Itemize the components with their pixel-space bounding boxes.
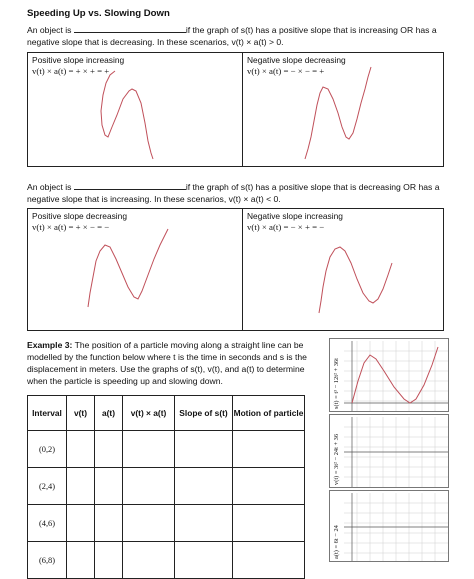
section2-line1 bbox=[27, 181, 439, 193]
header-motion: Motion of particle bbox=[233, 396, 305, 431]
header-acceleration: a(t) bbox=[95, 396, 123, 431]
s-curve bbox=[101, 71, 153, 159]
answer-cell[interactable] bbox=[175, 431, 233, 468]
page-title: Speeding Up vs. Slowing Down bbox=[27, 8, 170, 19]
answer-blank-1[interactable] bbox=[74, 24, 186, 33]
header-slope: Slope of s(t) bbox=[175, 396, 233, 431]
answer-cell[interactable] bbox=[95, 505, 123, 542]
s-curve bbox=[319, 247, 392, 313]
answer-blank-2[interactable] bbox=[74, 181, 186, 190]
answer-cell[interactable] bbox=[233, 542, 305, 579]
box-equation: v(t) × a(t) = − × + = − bbox=[247, 222, 325, 232]
box-title: Negative slope increasing bbox=[247, 211, 343, 221]
answer-cell[interactable] bbox=[123, 505, 175, 542]
answer-cell[interactable] bbox=[233, 468, 305, 505]
section2-line2: negative slope that is increasing. In these scenarios, v(t) × a(t) < 0. bbox=[27, 194, 281, 204]
box-equation: v(t) × a(t) = + × + = + bbox=[32, 66, 110, 76]
box-negative-slope-increasing bbox=[242, 208, 444, 331]
box-title: Positive slope increasing bbox=[32, 55, 125, 65]
example-line4: when the particle is speeding up and slowing down. bbox=[27, 376, 223, 386]
s-curve bbox=[88, 229, 168, 307]
section1-line1-post: if the graph of s(t) has a positive slope that is increasing OR has a bbox=[185, 25, 437, 35]
answer-cell[interactable] bbox=[123, 542, 175, 579]
a-function-label: a(t) = 6t − 24 bbox=[333, 525, 340, 559]
section2-line1-post: if the graph of s(t) has a positive slope that is decreasing OR has a bbox=[185, 182, 440, 192]
s-graph bbox=[344, 341, 448, 411]
example-line2: modelled by the function below where t is the time in seconds and s is the bbox=[27, 352, 307, 362]
answer-cell[interactable] bbox=[233, 505, 305, 542]
example-label: Example 3: bbox=[27, 340, 73, 350]
header-velocity: v(t) bbox=[67, 396, 95, 431]
table-row bbox=[28, 431, 305, 468]
example-line3: displacement in meters. Use the graphs of s(t), v(t), and a(t) to determine bbox=[27, 364, 305, 374]
box-positive-slope-decreasing bbox=[27, 208, 243, 331]
s-curve bbox=[305, 67, 371, 159]
answer-cell[interactable] bbox=[67, 468, 95, 505]
answer-cell[interactable] bbox=[67, 505, 95, 542]
a-graph-panel bbox=[329, 490, 449, 562]
answer-cell[interactable] bbox=[123, 468, 175, 505]
v-function-label: v(t) = 3t² − 24t + 36 bbox=[333, 433, 340, 485]
answer-cell[interactable] bbox=[67, 431, 95, 468]
answer-cell[interactable] bbox=[175, 505, 233, 542]
interval-cell: (6,8) bbox=[28, 542, 67, 579]
header-interval: Interval bbox=[28, 396, 67, 431]
s-graph-panel bbox=[329, 338, 449, 412]
answer-cell[interactable] bbox=[233, 431, 305, 468]
interval-cell: (2,4) bbox=[28, 468, 67, 505]
box-equation: v(t) × a(t) = + × − = − bbox=[32, 222, 110, 232]
a-graph bbox=[344, 493, 448, 561]
answer-cell[interactable] bbox=[175, 468, 233, 505]
motion-table bbox=[27, 395, 305, 579]
answer-cell[interactable] bbox=[95, 542, 123, 579]
example-line1 bbox=[27, 339, 303, 351]
header-product: v(t) × a(t) bbox=[123, 396, 175, 431]
interval-cell: (4,6) bbox=[28, 505, 67, 542]
s-curve bbox=[352, 347, 438, 403]
table-row bbox=[28, 468, 305, 505]
s-function-label: s(t) = t³ − 12t² + 36t bbox=[333, 358, 340, 409]
curve-graph bbox=[28, 53, 244, 168]
interval-cell: (0,2) bbox=[28, 431, 67, 468]
box-title: Negative slope decreasing bbox=[247, 55, 346, 65]
answer-cell[interactable] bbox=[95, 468, 123, 505]
example-text-1: The position of a particle moving along a straight line can be bbox=[72, 340, 304, 350]
box-negative-slope-decreasing bbox=[242, 52, 444, 167]
section2-line1-pre: An object is bbox=[27, 182, 72, 192]
curve-graph bbox=[28, 209, 244, 332]
answer-cell[interactable] bbox=[67, 542, 95, 579]
section1-line1 bbox=[27, 24, 437, 36]
curve-graph bbox=[243, 209, 445, 332]
table-header-row bbox=[28, 396, 305, 431]
v-graph-panel bbox=[329, 414, 449, 488]
section1-line2: negative slope that is decreasing. In these scenarios, v(t) × a(t) > 0. bbox=[27, 37, 284, 47]
answer-cell[interactable] bbox=[95, 431, 123, 468]
table-row bbox=[28, 542, 305, 579]
section1-line1-pre: An object is bbox=[27, 25, 72, 35]
box-equation: v(t) × a(t) = − × − = + bbox=[247, 66, 325, 76]
box-positive-slope-increasing bbox=[27, 52, 243, 167]
box-title: Positive slope decreasing bbox=[32, 211, 127, 221]
answer-cell[interactable] bbox=[175, 542, 233, 579]
curve-graph bbox=[243, 53, 445, 168]
v-graph bbox=[344, 417, 448, 487]
answer-cell[interactable] bbox=[123, 431, 175, 468]
table-row bbox=[28, 505, 305, 542]
